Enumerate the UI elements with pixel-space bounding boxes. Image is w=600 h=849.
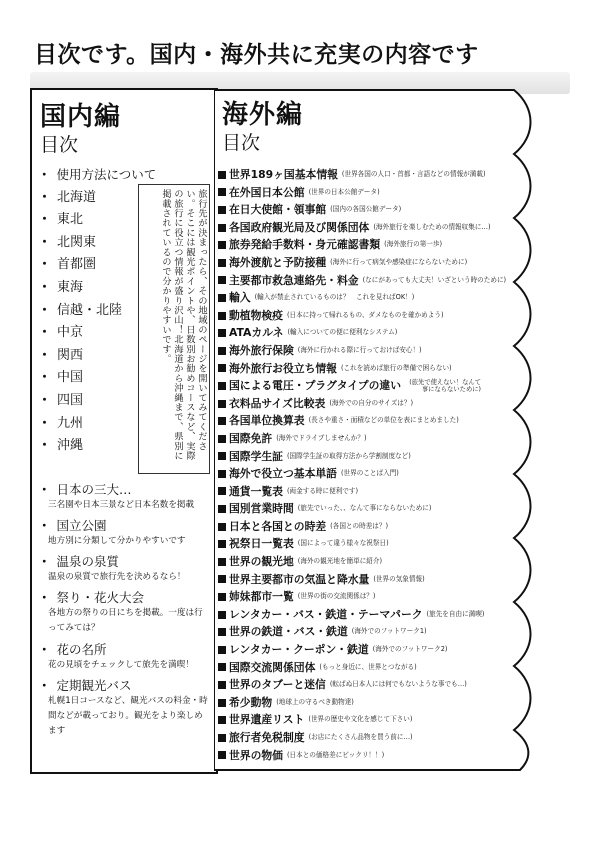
square-bullet-icon bbox=[218, 452, 226, 460]
intl-item[interactable]: 世界の鉄道・バス・鉄道 (海外でのフットワーク1) bbox=[218, 623, 536, 641]
domestic-subtitle: 目次 bbox=[40, 134, 79, 156]
square-bullet-icon bbox=[218, 276, 226, 284]
square-bullet-icon bbox=[218, 593, 226, 601]
intl-item[interactable]: 旅券発給手数料・身元確認書類 (海外旅行の第一歩) bbox=[218, 236, 536, 254]
region-item[interactable]: ・ 北海道 bbox=[38, 189, 97, 205]
domestic-panel bbox=[30, 88, 218, 774]
intl-item[interactable]: 海外旅行保険 (海外に行かれる際に行っておけば安心！) bbox=[218, 342, 536, 360]
intl-item[interactable]: 各国単位換算表 (長さや重さ・面積などの単位を表にまとめました) bbox=[218, 412, 536, 430]
feature-item[interactable]: ・ 花の名所 花の見頃をチェックして旅先を満喫！ bbox=[38, 642, 194, 670]
feature-item[interactable]: ・ 温泉の泉質 温泉の泉質で旅行先を決めるなら！ bbox=[38, 554, 186, 582]
square-bullet-icon bbox=[218, 716, 226, 724]
square-bullet-icon bbox=[218, 312, 226, 320]
square-bullet-icon bbox=[218, 241, 226, 249]
region-item[interactable]: ・ 関西 bbox=[38, 347, 84, 363]
intl-item[interactable]: ATAカルネ (輸入についての便に便利なシステム) bbox=[218, 324, 536, 342]
square-bullet-icon bbox=[218, 734, 226, 742]
intl-item[interactable]: 世界遺産リスト (世界の歴史や文化を感じて下さい) bbox=[218, 711, 536, 729]
intl-item[interactable]: 世界主要都市の気温と降水量 (世界の気象情報) bbox=[218, 571, 536, 589]
square-bullet-icon bbox=[218, 188, 226, 196]
intl-item[interactable]: 旅行者免税制度 (お店にたくさん品物を買う前に…) bbox=[218, 729, 536, 747]
international-subtitle: 目次 bbox=[222, 132, 261, 154]
square-bullet-icon bbox=[218, 347, 226, 355]
square-bullet-icon bbox=[218, 681, 226, 689]
intl-item[interactable]: 衣料品サイズ比較表 (海外での自分のサイズは？) bbox=[218, 395, 536, 413]
intl-item[interactable]: 希少動物 (地球上の守るべき動物達) bbox=[218, 694, 536, 712]
intl-item[interactable]: 海外渡航と予防接種 (海外に行って病気や感染症にならないために) bbox=[218, 254, 536, 272]
catalog-sheet bbox=[30, 88, 570, 788]
square-bullet-icon bbox=[218, 628, 226, 636]
region-item[interactable]: ・ 北関東 bbox=[38, 234, 97, 250]
square-bullet-icon bbox=[218, 487, 226, 495]
region-item[interactable]: ・ 中国 bbox=[38, 370, 84, 386]
region-list bbox=[38, 164, 157, 458]
region-item[interactable]: ・ 四国 bbox=[38, 392, 84, 408]
region-item[interactable]: ・ 東海 bbox=[38, 279, 84, 295]
square-bullet-icon bbox=[218, 329, 226, 337]
page-headline: 目次です。国内・海外共に充実の内容です bbox=[34, 41, 479, 68]
intl-item[interactable]: 祝祭日一覧表 (国によって違う様々な祝祭日) bbox=[218, 535, 536, 553]
region-item[interactable]: ・ 九州 bbox=[38, 415, 84, 431]
intl-item[interactable]: 国別営業時間 (旅先でいった、、なんて事にならないために) bbox=[218, 500, 536, 518]
intl-item[interactable]: 国による電圧・プラグタイプの違い (旅先で使えない！なんて事にならないために) bbox=[218, 377, 536, 395]
feature-item[interactable]: ・ 日本の三大… 三名園や日本三景など日本名数を掲載 bbox=[38, 482, 195, 510]
square-bullet-icon bbox=[218, 751, 226, 759]
square-bullet-icon bbox=[218, 540, 226, 548]
square-bullet-icon bbox=[218, 259, 226, 267]
intl-item[interactable]: 日本と各国との時差 (各国との時差は？) bbox=[218, 518, 536, 536]
square-bullet-icon bbox=[218, 294, 226, 302]
intl-item[interactable]: 海外で役立つ基本単語 (世界のことば入門) bbox=[218, 465, 536, 483]
intl-item[interactable]: 在日大使館・領事館 (国内の各国公館データ) bbox=[218, 201, 536, 219]
feature-item[interactable]: ・ 定期観光バス 札幌1日コースなど、観光バスの料金・時間などが載っており。観光をより楽しめます bbox=[38, 678, 208, 736]
square-bullet-icon bbox=[218, 663, 226, 671]
international-panel bbox=[214, 88, 554, 770]
intl-item[interactable]: 主要都市救急連絡先・料金 (なにがあっても大丈夫！いざという時のために) bbox=[218, 272, 536, 290]
intl-item[interactable]: レンタカー・バス・鉄道・テーマパーク (旅先を自由に満喫) bbox=[218, 606, 536, 624]
square-bullet-icon bbox=[218, 558, 226, 566]
feature-item[interactable]: ・ 祭り・花火大会 各地方の祭りの日にちを掲載。一度は行ってみては？ bbox=[38, 590, 203, 633]
square-bullet-icon bbox=[218, 224, 226, 232]
feature-item[interactable]: ・ 国立公園 地方別に分類して分かりやすいです bbox=[38, 518, 186, 546]
square-bullet-icon bbox=[218, 364, 226, 372]
square-bullet-icon bbox=[218, 505, 226, 513]
square-bullet-icon bbox=[218, 382, 226, 390]
square-bullet-icon bbox=[218, 400, 226, 408]
square-bullet-icon bbox=[218, 435, 226, 443]
international-list bbox=[218, 166, 536, 764]
intl-item[interactable]: 通貨一覧表 (両金する時に便利です) bbox=[218, 483, 536, 501]
intl-item[interactable]: 在外国日本公館 (世界の日本公館データ) bbox=[218, 184, 536, 202]
square-bullet-icon bbox=[218, 171, 226, 179]
region-item[interactable]: ・ 使用方法について bbox=[38, 167, 157, 182]
intl-item[interactable]: 国際交流関係団体 (もっと身近に、世界とつながる) bbox=[218, 659, 536, 677]
region-item[interactable]: ・ 沖縄 bbox=[38, 438, 84, 454]
domestic-title: 国内編 bbox=[40, 102, 122, 132]
intl-item[interactable]: 輸入 (輸入が禁止されているものは？ これを見ればOK！) bbox=[218, 289, 536, 307]
intl-item[interactable]: レンタカー・クーポン・鉄道 (海外でのフットワーク2) bbox=[218, 641, 536, 659]
square-bullet-icon bbox=[218, 699, 226, 707]
square-bullet-icon bbox=[218, 523, 226, 531]
intl-item[interactable]: 各国政府観光局及び関係団体 (海外旅行を楽しむための情報収集に…) bbox=[218, 219, 536, 237]
square-bullet-icon bbox=[218, 575, 226, 583]
square-bullet-icon bbox=[218, 206, 226, 214]
square-bullet-icon bbox=[218, 611, 226, 619]
intl-item[interactable]: 国際学生証 (国際学生証の取得方法から学割制度など) bbox=[218, 448, 536, 466]
square-bullet-icon bbox=[218, 417, 226, 425]
region-item[interactable]: ・ 東北 bbox=[38, 212, 84, 228]
intl-item[interactable]: 世界の観光地 (海外の観光地を簡単に紹介) bbox=[218, 553, 536, 571]
square-bullet-icon bbox=[218, 470, 226, 478]
region-item[interactable]: ・ 中京 bbox=[38, 325, 84, 341]
intl-item[interactable]: 動植物検疫 (日本に持って帰れるもの、ダメなものを確かめよう) bbox=[218, 307, 536, 325]
intl-item[interactable]: 世界のタブーと迷信 (転ばぬ日本人には何でもないような事でも…) bbox=[218, 676, 536, 694]
region-item[interactable]: ・ 信越・北陸 bbox=[38, 302, 123, 318]
intl-item[interactable]: 世界189ヶ国基本情報 (世界各国の人口・首都・言語などの情報が満載) bbox=[218, 166, 536, 184]
square-bullet-icon bbox=[218, 646, 226, 654]
intl-item[interactable]: 姉妹都市一覧 (世界の街の交流関係は？) bbox=[218, 588, 536, 606]
intl-item[interactable]: 国際免許 (海外でドライブしませんか？) bbox=[218, 430, 536, 448]
intl-item[interactable]: 世界の物価 (日本との価格差にビックリ！！) bbox=[218, 747, 536, 765]
region-note: 旅行先が決まったら、その地域のページを開いてみてください。そこには観光ポイントや、日数別お勧めコースなど、実際の旅行に役立つ情報が盛り沢山！北海道から沖縄まで、県別に掲載されているので分かりやすいです。 bbox=[138, 184, 210, 474]
region-item[interactable]: ・ 首都圏 bbox=[38, 257, 97, 273]
intl-item[interactable]: 海外旅行お役立ち情報 (これを読めば旅行の準備で困らない) bbox=[218, 360, 536, 378]
international-title: 海外編 bbox=[222, 100, 304, 130]
